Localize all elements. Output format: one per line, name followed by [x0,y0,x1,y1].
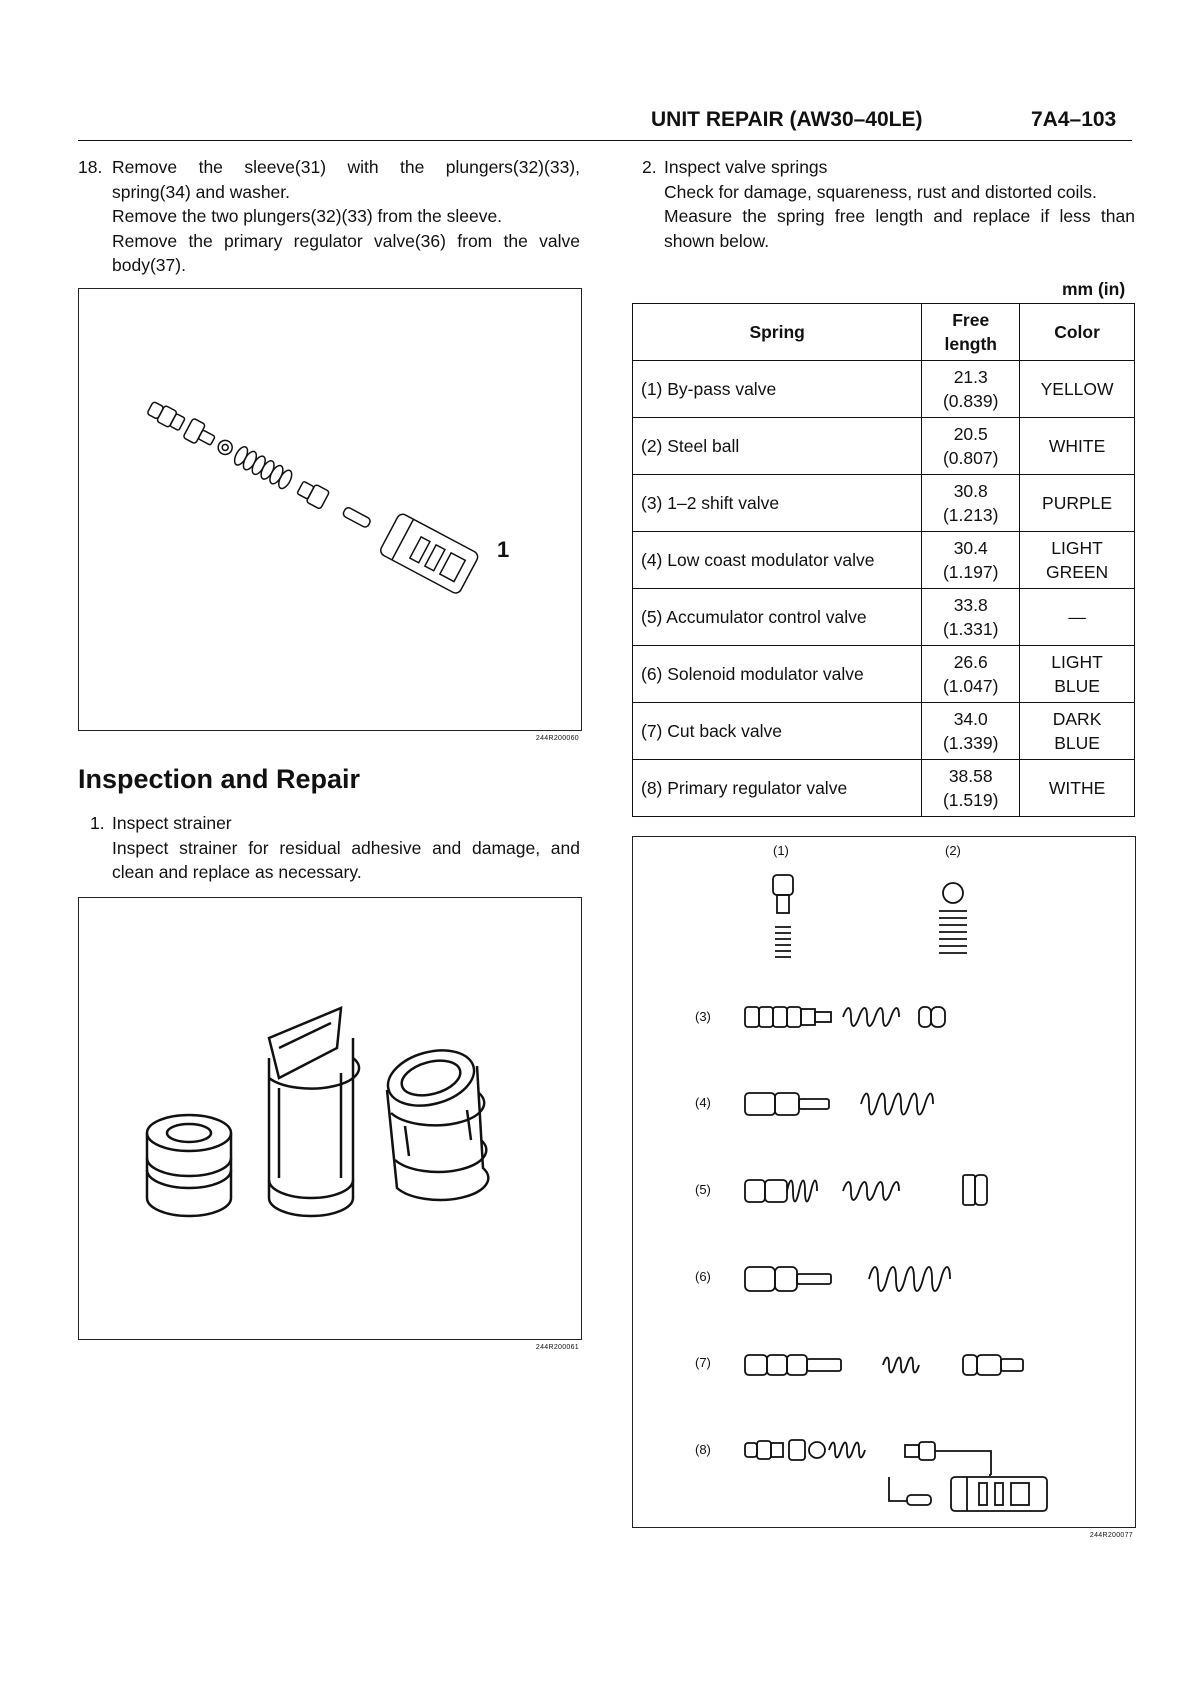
spring-name: (5) Accumulator control valve [633,589,922,646]
free-length-in: (1.213) [942,505,999,525]
free-length-in: (1.519) [942,790,999,810]
header-free-line2: length [944,334,997,354]
spring-name: (8) Primary regulator valve [633,760,922,817]
step-2 [642,155,1135,275]
free-length-mm: 20.5 [953,424,988,444]
table-row [633,703,1135,760]
table-row [633,760,1135,817]
figure-code: 244R200060 [535,735,579,742]
free-length-mm: 33.8 [953,595,988,615]
item-label: (3) [695,1009,711,1024]
color-line1: YELLOW [1040,379,1114,399]
table-row [633,475,1135,532]
free-length-in: (1.197) [942,562,999,582]
exploded-valve-illustration [79,289,581,730]
step-title: Inspect strainer [112,813,232,833]
color-line1: PURPLE [1042,493,1113,513]
table-row [633,418,1135,475]
figure-code: 244R200077 [1089,1532,1133,1539]
step-text: Inspect strainer for residual adhesive and damage, and clean and replace as necessary. [112,837,580,882]
step-1 [90,811,580,891]
spring-color [1020,418,1135,475]
color-line2: BLUE [1054,733,1100,753]
item-label: (5) [695,1182,711,1197]
spring-color [1020,475,1135,532]
color-line1: — [1068,607,1086,627]
header-color: Color [1020,304,1135,361]
free-length [922,361,1020,418]
item-label: (1) [773,843,789,858]
free-length-in: (1.331) [942,619,999,639]
free-length [922,703,1020,760]
step-title: Inspect valve springs [664,157,828,177]
table-row [633,646,1135,703]
spring-name: (6) Solenoid modulator valve [633,646,922,703]
step-number: 1. [90,813,105,833]
free-length-in: (1.047) [942,676,999,696]
color-line1: LIGHT [1051,652,1103,672]
color-line2: BLUE [1054,676,1100,696]
item-label: (7) [695,1355,711,1370]
spring-color [1020,532,1135,589]
step-text: Remove the sleeve(31) with the plungers(32)(33), spring(34) and washer. [112,157,580,202]
color-line1: WHITE [1048,436,1106,456]
free-length [922,589,1020,646]
spring-name: (3) 1–2 shift valve [633,475,922,532]
step-text: Remove the primary regulator valve(36) from the valve body(37). [112,230,580,275]
figure-valve-springs [632,836,1136,1539]
table-row [633,532,1135,589]
free-length [922,532,1020,589]
spring-name: (2) Steel ball [633,418,922,475]
color-line1: WITHE [1048,778,1106,798]
free-length [922,475,1020,532]
free-length-mm: 38.58 [948,766,993,786]
header-spring: Spring [633,304,922,361]
figure-strainers [78,897,582,1351]
spring-color [1020,703,1135,760]
color-line2: GREEN [1045,562,1109,582]
item-label: (6) [695,1269,711,1284]
color-line1: LIGHT [1051,538,1103,558]
free-length [922,418,1020,475]
step-text: Check for damage, squareness, rust and distorted coils. [664,181,1097,202]
table-units: mm (in) [1062,279,1126,299]
step-number: 18. [78,157,103,177]
free-length-mm: 21.3 [953,367,988,387]
step-number: 2. [642,157,657,177]
spring-color [1020,760,1135,817]
spring-spec-table [632,303,1135,817]
table-header-row [633,304,1135,361]
free-length [922,646,1020,703]
spring-color [1020,589,1135,646]
header-title: UNIT REPAIR (AW30–40LE) [651,108,923,131]
valve-springs-illustration [633,837,1135,1527]
header-free-length [922,304,1020,361]
free-length-in: (0.839) [942,391,999,411]
color-line1: DARK [1052,709,1102,729]
table-row [633,589,1135,646]
header-rule [78,140,1132,141]
spring-color [1020,361,1135,418]
free-length-mm: 26.6 [953,652,988,672]
step-text: Measure the spring free length and replace if less than shown below. [664,206,1135,251]
free-length-in: (0.807) [942,448,999,468]
figure-code: 244R200061 [535,1344,579,1351]
section-heading: Inspection and Repair [78,764,361,794]
spring-name: (1) By-pass valve [633,361,922,418]
strainer-illustration [79,898,581,1339]
spring-name: (7) Cut back valve [633,703,922,760]
free-length-in: (1.339) [942,733,999,753]
free-length-mm: 30.4 [953,538,988,558]
spring-color [1020,646,1135,703]
figure-primary-regulator-exploded [78,288,582,742]
step-text: Remove the two plungers(32)(33) from the sleeve. [112,206,503,226]
free-length [922,760,1020,817]
item-label: (4) [695,1095,711,1110]
free-length-mm: 34.0 [953,709,988,729]
free-length-mm: 30.8 [953,481,988,501]
page-number: 7A4–103 [1031,108,1117,131]
callout-number: 1 [497,537,510,562]
step-18 [78,155,580,285]
table-row [633,361,1135,418]
item-label: (8) [695,1442,711,1457]
header-free-line1: Free [952,310,990,330]
item-label: (2) [945,843,961,858]
spring-name: (4) Low coast modulator valve [633,532,922,589]
